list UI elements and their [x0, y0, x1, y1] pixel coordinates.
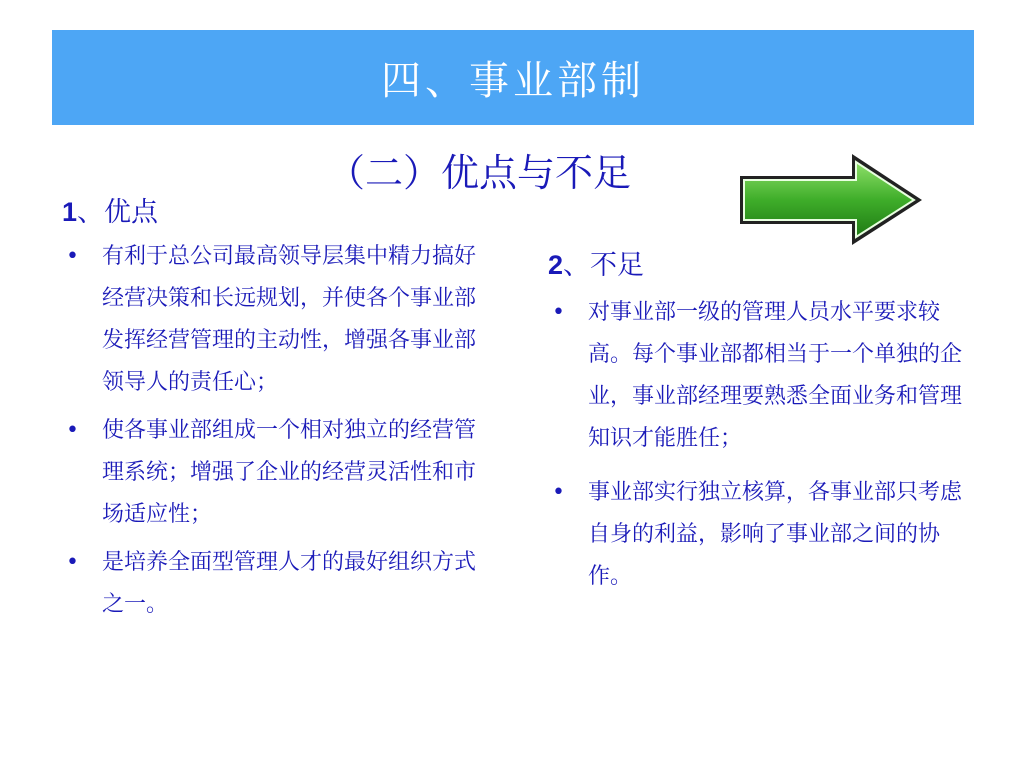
list-item-text: 是培养全面型管理人才的最好组织方式之一。	[102, 550, 477, 617]
list-item	[58, 542, 478, 626]
disadvantages-heading-text: 、不足	[563, 250, 645, 281]
disadvantages-heading	[548, 243, 644, 282]
bullet: •	[66, 550, 79, 575]
bullet: •	[552, 480, 565, 505]
advantages-number: 1	[62, 197, 78, 227]
arrow-right-icon[interactable]	[732, 150, 928, 248]
slide-subtitle: （二）优点与不足	[326, 151, 631, 195]
bullet: •	[552, 300, 565, 325]
list-item-text: 使各事业部组成一个相对独立的经营管理系统；增强了企业的经营灵活性和市场适应性；	[102, 418, 477, 527]
disadvantages-number: 2	[548, 250, 564, 280]
title-bar	[52, 30, 974, 125]
disadvantages-list	[544, 292, 964, 610]
list-item-text: 对事业部一级的管理人员水平要求较高。每个事业部都相当于一个单独的企业，事业部经理要熟悉全面业务和管理知识才能胜任；	[588, 300, 963, 451]
bullet: •	[66, 418, 79, 443]
list-item	[58, 236, 478, 404]
list-item-text: 有利于总公司最高领导层集中精力搞好经营决策和长远规划，并使各个事业部发挥经营管理的主动性，增强各事业部领导人的责任心；	[102, 244, 477, 395]
advantages-list	[58, 236, 478, 632]
list-item-text: 事业部实行独立核算，各事业部只考虑自身的利益，影响了事业部之间的协作。	[588, 480, 963, 589]
list-item	[544, 292, 964, 460]
list-item	[544, 472, 964, 598]
advantages-heading-text: 、优点	[77, 197, 159, 228]
list-item	[58, 410, 478, 536]
bullet: •	[66, 244, 79, 269]
advantages-heading	[62, 190, 158, 229]
slide-title: 四、事业部制	[381, 58, 645, 104]
